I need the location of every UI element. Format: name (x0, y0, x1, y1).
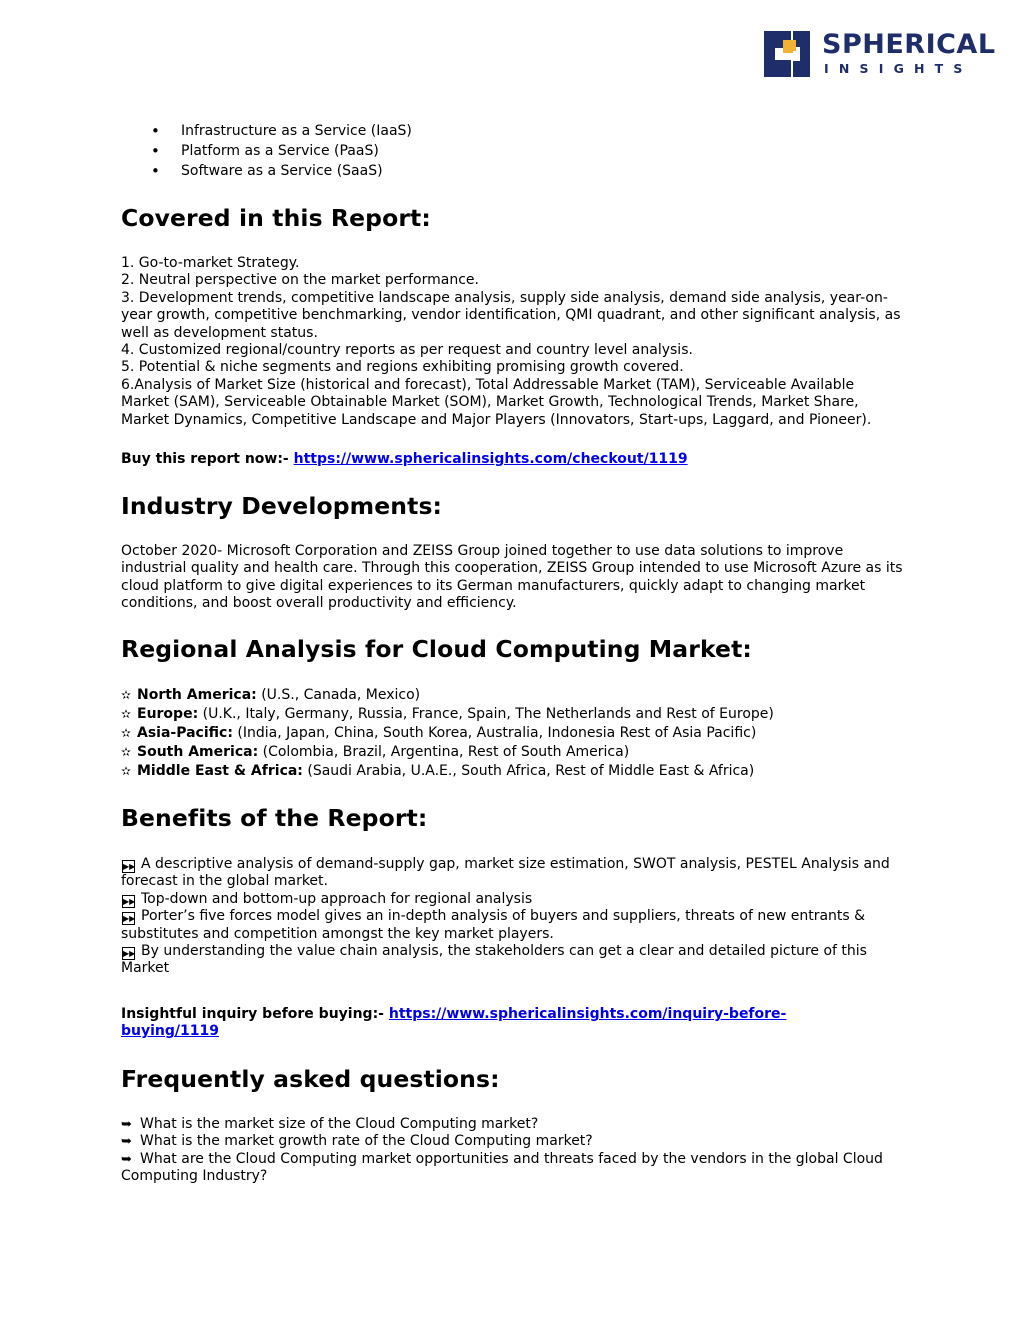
list-item: • Infrastructure as a Service (IaaS) (121, 122, 412, 142)
inquiry-line (121, 1006, 821, 1041)
region-name: North America: (137, 687, 257, 703)
region-item (121, 724, 906, 743)
star-icon: ✫ (121, 688, 132, 702)
buy-label: Buy this report now:- (121, 451, 294, 467)
fast-forward-icon: ▶▶ (123, 949, 136, 959)
region-name: Europe: (137, 706, 199, 722)
region-item (121, 762, 906, 781)
region-name: Asia-Pacific: (137, 725, 233, 741)
benefit-item: ▶▶ A descriptive analysis of demand-supply gap, market size estimation, SWOT analysis, PESTEL Analysis and forecast in the global market. (121, 856, 890, 890)
inquiry-label: Insightful inquiry before buying:- (121, 1006, 389, 1022)
brand-logo (764, 29, 996, 79)
list-item: • Software as a Service (SaaS) (121, 162, 412, 182)
covered-heading: Covered in this Report: (121, 204, 431, 232)
benefit-item: ▶▶ Top-down and bottom-up approach for regional analysis (123, 890, 533, 907)
covered-item: 1. Go-to-market Strategy. (121, 255, 300, 271)
arrow-icon: ➥ (121, 1151, 132, 1167)
fast-forward-icon: ▶▶ (123, 914, 136, 924)
region-detail: (U.K., Italy, Germany, Russia, France, Spain, The Netherlands and Rest of Europe) (198, 706, 774, 722)
fast-forward-icon: ▶▶ (123, 896, 136, 906)
logo-mark-icon (764, 31, 810, 77)
faq-heading: Frequently asked questions: (121, 1065, 500, 1093)
benefit-item: ▶▶ Porter’s five forces model gives an in-depth analysis of buyers and suppliers, threats of new entrants & substitutes and competition amongst the key market players. (121, 908, 866, 942)
benefits-list (121, 856, 906, 978)
star-icon: ✫ (121, 745, 132, 759)
faq-item: ➥ What is the market growth rate of the Cloud Computing market? (121, 1133, 593, 1150)
region-list (121, 686, 906, 781)
fast-forward-icon: ▶▶ (123, 862, 136, 871)
region-name: Middle East & Africa: (137, 763, 303, 779)
covered-item: 5. Potential & niche segments and regions exhibiting promising growth covered. (121, 359, 684, 376)
buy-line (121, 451, 906, 468)
inquiry-link[interactable]: https://www.sphericalinsights.com/inquiry-before-buying/1119 (121, 1006, 787, 1040)
covered-item: 6.Analysis of Market Size (historical and forecast), Total Addressable Market (TAM), Serviceable Available Market (SAM), Serviceable Obtainable Market (SOM), Market Growth, Technological Trends, Market Share, Market Dynamics, Competitive Landscape and Major Players (Innovators, Start-ups, Laggard, and Pioneer). (121, 376, 872, 428)
region-item (121, 686, 906, 705)
region-detail: (India, Japan, China, South Korea, Australia, Indonesia Rest of Asia Pacific) (232, 725, 757, 741)
covered-item: 3. Development trends, competitive landscape analysis, supply side analysis, demand side analysis, year-on-year growth, competitive benchmarking, vendor identification, QMI quadrant, and other significant analysis, as well as development status. (121, 289, 901, 341)
region-detail: (Colombia, Brazil, Argentina, Rest of South America) (258, 744, 630, 760)
industry-text: October 2020- Microsoft Corporation and ZEISS Group joined together to use data solutions to improve industrial quality and health care. Through this cooperation, ZEISS Group intended to use Microsoft Azure as its cloud platform to give digital experiences to its German manufacturers, quickly adapt to changing market conditions, and boost overall productivity and efficiency. (121, 543, 903, 612)
industry-heading: Industry Developments: (121, 492, 443, 520)
faq-item: ➥ What are the Cloud Computing market opportunities and threats faced by the vendors in the global Cloud Computing Industry? (121, 1150, 883, 1185)
region-detail: (U.S., Canada, Mexico) (256, 687, 421, 703)
benefit-item: ▶▶ By understanding the value chain analysis, the stakeholders can get a clear and detailed picture of this Market (121, 943, 867, 977)
faq-list (121, 1116, 906, 1186)
region-item (121, 743, 906, 762)
region-name: South America: (137, 744, 259, 760)
buy-link[interactable]: https://www.sphericalinsights.com/checkout/1119 (293, 451, 688, 467)
logo-wordmark: SPHERICAL (822, 29, 996, 60)
region-item (121, 705, 906, 724)
covered-item: 4. Customized regional/country reports as per request and country level analysis. (121, 342, 693, 359)
star-icon: ✫ (121, 764, 132, 778)
covered-list (121, 255, 906, 429)
regional-heading: Regional Analysis for Cloud Computing Market: (121, 635, 752, 663)
covered-item: 2. Neutral perspective on the market performance. (121, 272, 479, 289)
arrow-icon: ➥ (121, 1134, 132, 1150)
list-item: • Platform as a Service (PaaS) (121, 142, 412, 162)
region-detail: (Saudi Arabia, U.A.E., South Africa, Rest of Middle East & Africa) (302, 763, 755, 779)
arrow-icon: ➥ (121, 1117, 132, 1132)
star-icon: ✫ (121, 707, 132, 721)
faq-item: ➥ What is the market size of the Cloud Computing market? (121, 1116, 539, 1132)
logo-subtitle: INSIGHTS (824, 61, 973, 76)
star-icon: ✫ (121, 726, 132, 740)
benefits-heading: Benefits of the Report: (121, 804, 428, 832)
service-model-list (121, 122, 412, 182)
